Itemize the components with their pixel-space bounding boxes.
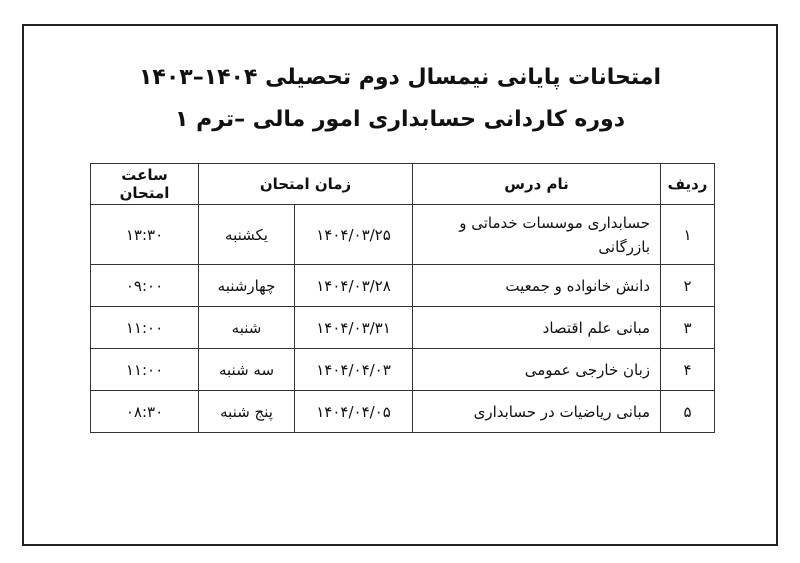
exam-date: ۱۴۰۴/۰۳/۲۵ (295, 205, 413, 265)
exam-hour: ۱۱:۰۰ (91, 349, 199, 391)
exam-hour: ۱۱:۰۰ (91, 307, 199, 349)
exam-day: سه شنبه (199, 349, 295, 391)
header-row-number: ردیف (661, 164, 715, 205)
table-row (91, 205, 715, 265)
header-exam-time: زمان امتحان (199, 164, 413, 205)
exam-day: یکشنبه (199, 205, 295, 265)
course-name: مبانی علم اقتصاد (413, 307, 661, 349)
exam-day: پنج شنبه (199, 391, 295, 433)
table-row (91, 391, 715, 433)
exam-date: ۱۴۰۴/۰۳/۳۱ (295, 307, 413, 349)
row-number: ۵ (661, 391, 715, 433)
header-course-name: نام درس (413, 164, 661, 205)
exam-date: ۱۴۰۴/۰۳/۲۸ (295, 265, 413, 307)
row-number: ۳ (661, 307, 715, 349)
table-row (91, 349, 715, 391)
table-header-row (91, 164, 715, 205)
row-number: ۴ (661, 349, 715, 391)
exam-hour: ۰۹:۰۰ (91, 265, 199, 307)
exam-hour: ۱۳:۳۰ (91, 205, 199, 265)
course-name: مبانی ریاضیات در حسابداری (413, 391, 661, 433)
exam-hour: ۰۸:۳۰ (91, 391, 199, 433)
exam-date: ۱۴۰۴/۰۴/۰۳ (295, 349, 413, 391)
document-subtitle: دوره کاردانی حسابداری امور مالی –ترم ۱ (174, 107, 625, 132)
table-row (91, 307, 715, 349)
course-name: زبان خارجی عمومی (413, 349, 661, 391)
table-row (91, 265, 715, 307)
exam-day: چهارشنبه (199, 265, 295, 307)
row-number: ۲ (661, 265, 715, 307)
course-name: دانش خانواده و جمعیت (413, 265, 661, 307)
row-number: ۱ (661, 205, 715, 265)
course-name: حسابداری موسسات خدماتی و بازرگانی (413, 205, 661, 265)
document-frame (22, 24, 778, 546)
exam-date: ۱۴۰۴/۰۴/۰۵ (295, 391, 413, 433)
exam-schedule-table (90, 163, 715, 433)
document-title: امتحانات پایانی نیمسال دوم تحصیلی ۱۴۰۴–۱۴۰۳ (138, 65, 661, 90)
exam-day: شنبه (199, 307, 295, 349)
header-exam-hour: ساعت امتحان (91, 164, 199, 205)
